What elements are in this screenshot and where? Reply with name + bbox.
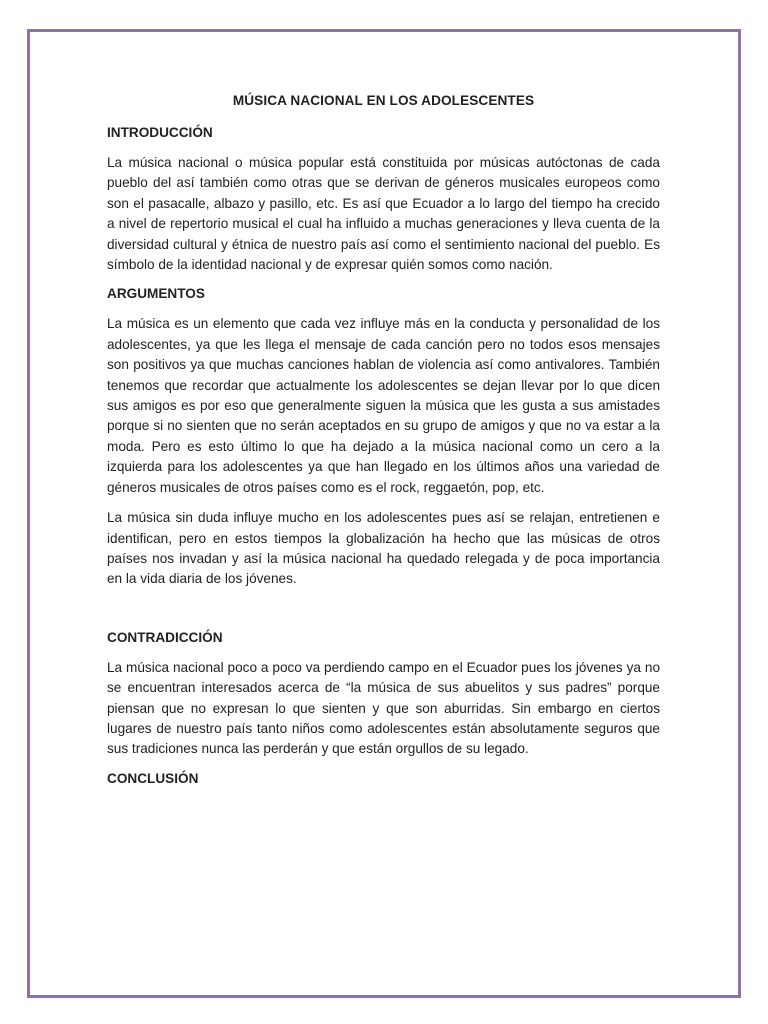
paragraph-argumentos-1: La música es un elemento que cada vez influye más en la conducta y personalidad de los adolescentes, ya que les llega el mensaje de cada canción pero no todos esos mensajes son positivos ya que muchas canciones hablan de violencia así como antivalores. También tenemos que recordar que actualmente los adolescentes se dejan llevar por lo que dicen sus amigos es por eso que generalmente siguen la música que les gusta a sus amistades porque si no sienten que no serán aceptados en su grupo de amigos y que no va estar a la moda. Pero es esto último lo que ha dejado a la música nacional como un cero a la izquierda para los adolescentes ya que han llegado en los últimos años una variedad de géneros musicales de otros países como es el rock, reggaetón, pop, etc. xyxy=(107,316,660,495)
paragraph-introduccion-1: La música nacional o música popular está constituida por músicas autóctonas de cada pueblo del así también como otras que se derivan de géneros musicales europeos como son el pasacalle, albazo y pasillo, etc. Es así que Ecuador a lo largo del tiempo ha crecido a nivel de repertorio musical el cual ha influido a muchas generaciones y lleva cuenta de la diversidad cultural y étnica de nuestro país así como el sentimiento nacional del pueblo. Es símbolo de la identidad nacional y de expresar quién somos como nación. xyxy=(107,155,660,273)
heading-conclusion: CONCLUSIÓN xyxy=(107,770,199,786)
blank-line xyxy=(107,600,660,629)
heading-contradiccion: CONTRADICCIÓN xyxy=(107,629,223,645)
document-title: MÚSICA NACIONAL EN LOS ADOLESCENTES xyxy=(232,93,535,108)
heading-introduccion: INTRODUCCIÓN xyxy=(107,125,213,140)
document-body xyxy=(107,92,660,799)
paragraph-argumentos-2: La música sin duda influye mucho en los adolescentes pues así se relajan, entretienen e identifican, pero en estos tiempos la globalización ha hecho que las músicas de otros países nos invadan y así la música nacional ha quedado relegada y de poca importancia en la vida diaria de los jóvenes. xyxy=(107,510,660,587)
paragraph-contradiccion-1: La música nacional poco a poco va perdiendo campo en el Ecuador pues los jóvenes ya no se encuentran interesados acerca de “la música de sus abuelitos y sus padres” porque piensan que no expresan lo que sienten y que son aburridas. Sin embargo en ciertos lugares de nuestro país tanto niños como adolescentes están absolutamente seguros que sus tradiciones nunca las perderán y que están orgullos de su legado. xyxy=(107,659,660,757)
heading-argumentos: ARGUMENTOS xyxy=(107,286,205,302)
